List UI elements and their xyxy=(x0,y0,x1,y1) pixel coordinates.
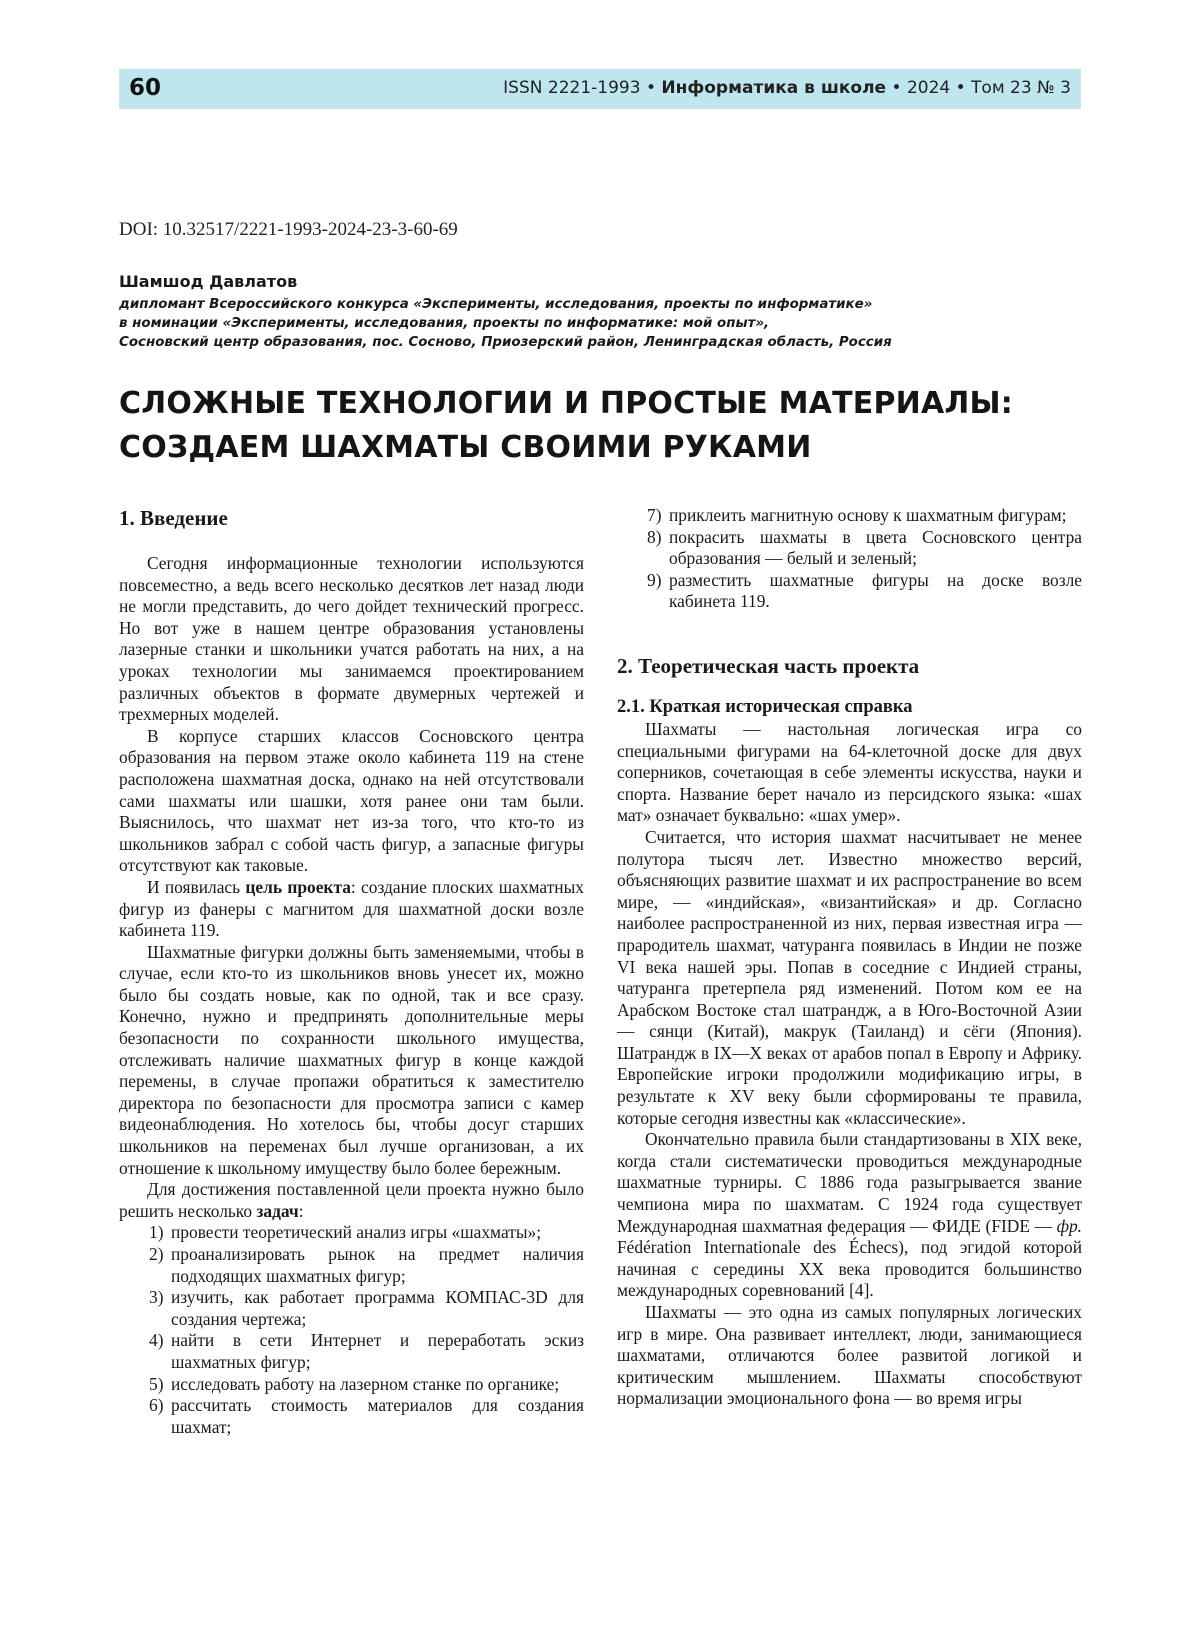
author-name: Шамшод Давлатов xyxy=(119,272,1081,291)
journal-info: ISSN 2221-1993 • Информатика в школе • 2024 • Том 23 № 3 xyxy=(503,78,1071,98)
right-column xyxy=(617,505,1082,1410)
section-heading: 1. Введение xyxy=(119,505,584,531)
author-block xyxy=(119,272,1081,352)
bold-term: задач xyxy=(256,1201,298,1221)
paragraph: И появилась цель проекта: создание плоских шахматных фигур из фанеры с магнитом для шахматной доски возле кабинета 119. xyxy=(119,877,584,942)
list-item: 9) разместить шахматные фигуры на доске возле кабинета 119. xyxy=(617,570,1082,613)
list-item: 7) приклеить магнитную основу к шахматным фигурам; xyxy=(617,505,1082,527)
list-item: 6) рассчитать стоимость материалов для создания шахмат; xyxy=(119,1395,584,1438)
paragraph: Шахматы — настольная логическая игра со специальными фигурами на 64-клеточной доске для двух соперников, сочетающая в себе элементы искусства, науки и спорта. Название берет начало из персидского языка: «шах мат» означает буквально: «шах умер». xyxy=(617,719,1082,827)
paragraph: Шахматные фигурки должны быть заменяемыми, чтобы в случае, если кто-то из школьников вновь унесет их, можно было бы создать новые, как по одной, так и все сразу. Конечно, нужно и предпринять дополнительные меры безопасности по сохранности школьного имущества, отслеживать наличие шахматных фигур в конце каждой перемены, в случае пропажи обратиться к заместителю директора по безопасности для просмотра записи с камер видеонаблюдения. Но хотелось бы, чтобы досуг старших школьников на переменах был лучше организован, а их отношение к школьному имуществу было более бережным. xyxy=(119,942,584,1180)
running-header xyxy=(119,69,1081,109)
article-title xyxy=(119,382,1081,470)
subsection-heading: 2.1. Краткая историческая справка xyxy=(617,695,1082,719)
doi[interactable]: DOI: 10.32517/2221-1993-2024-23-3-60-69 xyxy=(119,219,458,241)
list-item: 4) найти в сети Интернет и переработать эскиз шахматных фигур; xyxy=(119,1330,584,1373)
paragraph: Окончательно правила были стандартизованы в XIX веке, когда стали систематически проводиться международные шахматные турниры. С 1886 года разыгрывается звание чемпиона мира по шахматам. С 1924 года существует Международная шахматная федерация — ФИДЕ (FIDE — фр. Fédération Internationale des Échecs), под эгидой которой начиная с середины XX века проводится большинство международных соревнований [4]. xyxy=(617,1129,1082,1302)
list-item: 3) изучить, как работает программа КОМПАС-3D для создания чертежа; xyxy=(119,1287,584,1330)
issn: ISSN 2221-1993 xyxy=(503,78,640,98)
task-list xyxy=(119,1222,584,1438)
list-item: 1) провести теоретический анализ игры «шахматы»; xyxy=(119,1222,584,1244)
italic-term: фр. xyxy=(1057,1216,1082,1236)
left-column xyxy=(119,505,584,1438)
title-line: СОЗДАЕМ ШАХМАТЫ СВОИМИ РУКАМИ xyxy=(119,426,1081,470)
affiliation-line: в номинации «Эксперименты, исследования, проекты по информатике: мой опыт», xyxy=(119,314,1081,333)
bold-term: цель проекта xyxy=(245,877,351,897)
title-line: СЛОЖНЫЕ ТЕХНОЛОГИИ И ПРОСТЫЕ МАТЕРИАЛЫ: xyxy=(119,382,1081,426)
task-list-continued xyxy=(617,505,1082,613)
affiliation-line: дипломант Всероссийского конкурса «Эксперименты, исследования, проекты по информатике» xyxy=(119,295,1081,314)
paragraph: Для достижения поставленной цели проекта нужно было решить несколько задач: xyxy=(119,1179,584,1222)
paragraph: Считается, что история шахмат насчитывает не менее полутора тысяч лет. Известно множество версий, объясняющих развитие шахмат и их распространение во всем мире, — «индийская», «византийская» и др. Согласно наиболее распространенной из них, первая известная игра — прародитель шахмат, чатуранга появилась в Индии не позже VI века нашей эры. Попав в соседние с Индией страны, чатуранга претерпела ряд изменений. Потом ком ее на Арабском Востоке стал шатрандж, а в Юго-Восточной Азии — сянци (Китай), макрук (Таиланд) и сёги (Япония). Шатрандж в IX—X веках от арабов попал в Европу и Африку. Европейские игроки продолжили модификацию игры, в результате к XV веку были сформированы те правила, которые сегодня известны как «классические». xyxy=(617,827,1082,1129)
list-item: 8) покрасить шахматы в цвета Сосновского центра образования — белый и зеленый; xyxy=(617,527,1082,570)
paragraph: Сегодня информационные технологии используются повсеместно, а ведь всего несколько десятков лет назад люди не могли представить, до чего дойдет технический прогресс. Но вот уже в нашем центре образования установлены лазерные станки и школьники учатся работать на них, а на уроках технологии мы занимаемся проектированием различных объектов в формате двумерных чертежей и трехмерных моделей. xyxy=(119,553,584,726)
affiliation-line: Сосновский центр образования, пос. Сосново, Приозерский район, Ленинградская область, Россия xyxy=(119,333,1081,352)
paragraph: В корпусе старших классов Сосновского центра образования на первом этаже около кабинета 119 на стене расположена шахматная доска, однако на ней отсутствовали сами шахматы или шашки, хотя ранее они там были. Выяснилось, что шахмат нет из-за того, что кто-то из школьников забрал с собой часть фигур, а запасные фигуры отсутствуют как таковые. xyxy=(119,726,584,877)
list-item: 2) проанализировать рынок на предмет наличия подходящих шахматных фигур; xyxy=(119,1244,584,1287)
journal-volume: Том 23 № 3 xyxy=(971,78,1071,98)
paragraph: Шахматы — это одна из самых популярных логических игр в мире. Она развивает интеллект, люди, занимающиеся шахматами, отличаются более развитой логикой и критическим мышлением. Шахматы способствуют нормализации эмоционального фона — во время игры xyxy=(617,1302,1082,1410)
journal-name: Информатика в школе xyxy=(661,78,886,98)
list-item: 5) исследовать работу на лазерном станке по органике; xyxy=(119,1374,584,1396)
page-number: 60 xyxy=(129,75,161,101)
journal-year: 2024 xyxy=(907,78,950,98)
section-heading: 2. Теоретическая часть проекта xyxy=(617,653,1082,679)
